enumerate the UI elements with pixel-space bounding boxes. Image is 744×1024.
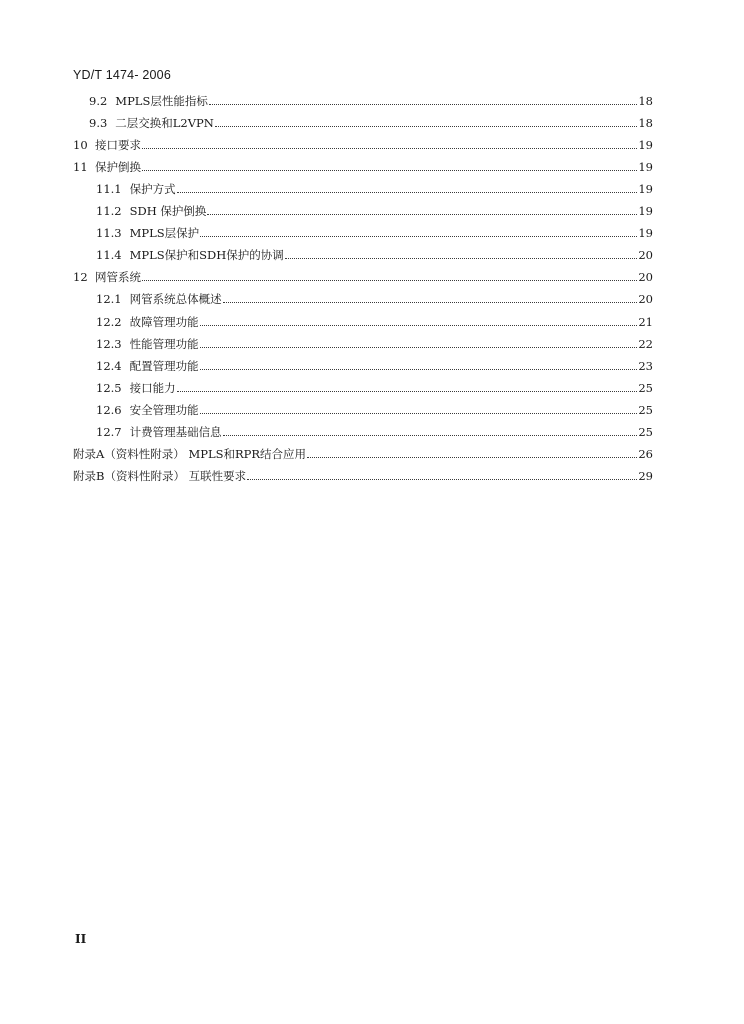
toc-leader-dots xyxy=(223,301,638,303)
toc-leader-dots xyxy=(142,279,637,281)
toc-leader-dots xyxy=(215,125,638,127)
toc-entry-page: 19 xyxy=(638,226,653,240)
toc-leader-dots xyxy=(142,169,637,171)
toc-entry-page: 25 xyxy=(638,381,653,395)
toc-entry-page: 18 xyxy=(638,116,653,130)
toc-entry[interactable] xyxy=(96,315,653,329)
toc-entry-title: 计费管理基础信息 xyxy=(129,425,222,439)
toc-entry-page: 21 xyxy=(638,315,653,329)
toc-entry[interactable] xyxy=(73,469,653,483)
toc-entry[interactable] xyxy=(89,116,653,130)
toc-leader-dots xyxy=(200,235,637,237)
document-header-id: YD/T 1474- 2006 xyxy=(73,68,171,82)
toc-entry-title: 接口能力 xyxy=(129,381,176,395)
toc-entry-number: 9.2 xyxy=(89,94,108,108)
toc-entry[interactable] xyxy=(96,248,653,262)
toc-leader-dots xyxy=(177,191,638,193)
toc-entry[interactable] xyxy=(73,447,653,461)
toc-entry-number: 11.2 xyxy=(96,204,122,218)
toc-entry-title: 安全管理功能 xyxy=(129,403,199,417)
toc-entry-page: 26 xyxy=(638,447,653,461)
toc-entry-page: 29 xyxy=(638,469,653,483)
toc-entry-title: 配置管理功能 xyxy=(129,359,199,373)
toc-leader-dots xyxy=(209,103,638,105)
toc-leader-dots xyxy=(223,434,638,436)
toc-entry-number: 11.3 xyxy=(96,226,122,240)
toc-leader-dots xyxy=(200,412,638,414)
toc-entry-page: 18 xyxy=(638,94,653,108)
toc-entry-page: 19 xyxy=(638,204,653,218)
toc-entry-number: 12.3 xyxy=(96,337,122,351)
toc-entry-page: 22 xyxy=(638,337,653,351)
toc-entry-title: MPLS层保护 xyxy=(129,226,200,240)
toc-entry-page: 25 xyxy=(638,425,653,439)
toc-entry[interactable] xyxy=(73,270,653,284)
toc-entry[interactable] xyxy=(96,292,653,306)
toc-leader-dots xyxy=(247,478,637,480)
toc-entry-page: 23 xyxy=(638,359,653,373)
toc-entry-number: 11 xyxy=(73,160,88,174)
toc-leader-dots xyxy=(177,390,638,392)
toc-leader-dots xyxy=(142,147,637,149)
toc-entry-title: 二层交换和L2VPN xyxy=(115,116,214,130)
toc-entry-number: 9.3 xyxy=(89,116,108,130)
toc-entry-number: 附录B xyxy=(73,469,105,483)
toc-entry-number: 附录A xyxy=(73,447,105,461)
toc-leader-dots xyxy=(200,368,638,370)
toc-entry-page: 19 xyxy=(638,160,653,174)
toc-entry-number: 10 xyxy=(73,138,88,152)
toc-entry-number: 12 xyxy=(73,270,88,284)
toc-entry[interactable] xyxy=(96,403,653,417)
toc-entry-title: （资料性附录） MPLS和RPR结合应用 xyxy=(104,447,307,461)
toc-entry-title: 保护倒换 xyxy=(95,160,141,174)
toc-entry-number: 12.4 xyxy=(96,359,122,373)
toc-entry-number: 12.2 xyxy=(96,315,122,329)
toc-entry-title: 保护方式 xyxy=(129,182,176,196)
toc-leader-dots xyxy=(307,456,637,458)
toc-entry-page: 20 xyxy=(638,248,653,262)
toc-leader-dots xyxy=(200,346,638,348)
toc-leader-dots xyxy=(207,213,637,215)
toc-entry-number: 12.6 xyxy=(96,403,122,417)
toc-leader-dots xyxy=(285,257,638,259)
toc-entry-title: 性能管理功能 xyxy=(129,337,199,351)
toc-entry-number: 12.7 xyxy=(96,425,122,439)
toc-entry-number: 12.5 xyxy=(96,381,122,395)
toc-leader-dots xyxy=(200,324,638,326)
page-number: II xyxy=(75,932,87,946)
toc-entry[interactable] xyxy=(96,226,653,240)
toc-entry-page: 20 xyxy=(638,292,653,306)
toc-entry-number: 11.4 xyxy=(96,248,122,262)
toc-entry-number: 11.1 xyxy=(96,182,122,196)
toc-entry[interactable] xyxy=(96,182,653,196)
toc-entry-title: 接口要求 xyxy=(95,138,141,152)
toc-entry[interactable] xyxy=(96,359,653,373)
toc-entry-title: SDH 保护倒换 xyxy=(129,204,207,218)
toc-entry-title: （资料性附录） 互联性要求 xyxy=(104,469,247,483)
toc-entry-title: 故障管理功能 xyxy=(129,315,199,329)
toc-entry-page: 19 xyxy=(638,138,653,152)
toc-entry[interactable] xyxy=(96,425,653,439)
toc-entry-page: 19 xyxy=(638,182,653,196)
toc-entry[interactable] xyxy=(96,381,653,395)
toc-entry-title: 网管系统 xyxy=(95,270,141,284)
toc-entry[interactable] xyxy=(96,337,653,351)
toc-entry-number: 12.1 xyxy=(96,292,122,306)
toc-entry-title: MPLS保护和SDH保护的协调 xyxy=(129,248,284,262)
toc-entry[interactable] xyxy=(73,138,653,152)
toc-entry[interactable] xyxy=(96,204,653,218)
toc-entry-title: MPLS层性能指标 xyxy=(115,94,208,108)
toc-entry-page: 25 xyxy=(638,403,653,417)
toc-entry-title: 网管系统总体概述 xyxy=(129,292,222,306)
toc-entry[interactable] xyxy=(89,94,653,108)
toc-entry-page: 20 xyxy=(638,270,653,284)
toc-entry[interactable] xyxy=(73,160,653,174)
